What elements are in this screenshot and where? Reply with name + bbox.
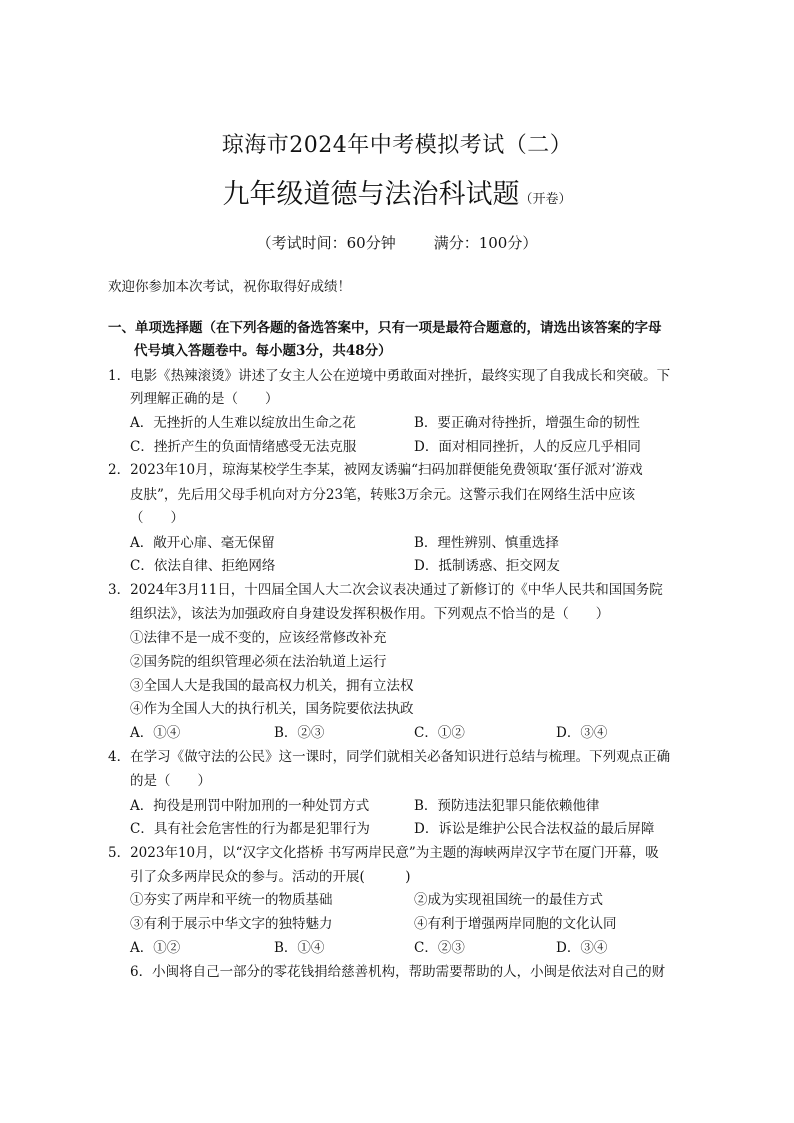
q5-stem-line1: 5．2023年10月，以“汉字文化搭桥 书写两岸民意”为主题的海峡两岸汉字节在厦门开幕，吸 <box>108 845 659 861</box>
q3-option-c: C．①② <box>414 725 465 741</box>
exam-title: 琼海市2024年中考模拟考试（二） <box>221 133 573 158</box>
q1-stem-line1: 1．电影《热辣滚烫》讲述了女主人公在逆境中勇敢面对挫折，最终实现了自我成长和突破。下 <box>108 368 671 384</box>
subtitle-note: （开卷） <box>519 192 572 207</box>
exam-subtitle <box>0 172 794 211</box>
q4-option-d: D．诉讼是维护公民合法权益的最后屏障 <box>414 821 655 837</box>
subtitle-text: 九年级道德与法治科试题 <box>222 179 520 210</box>
q6-stem-line1: 6．小闽将自己一部分的零花钱捐给慈善机构，帮助需要帮助的人，小闽是依法对自己的财 <box>130 964 666 980</box>
exam-time: （考试时间：60分钟 <box>256 234 396 252</box>
q5-stem-line2: 引了众多两岸民众的参与。活动的开展( ) <box>130 869 411 885</box>
q4-option-c: C．具有社会危害性的行为都是犯罪行为 <box>130 821 370 837</box>
section-heading-line1: 一、单项选择题（在下列各题的备选答案中，只有一项是最符合题意的，请选出该答案的字母 <box>108 320 662 336</box>
q4-stem-line2: 的是（ ） <box>130 773 211 789</box>
q4-option-a: A．拘役是刑罚中附加刑的一种处罚方式 <box>130 798 370 814</box>
q1-stem-line2: 列理解正确的是（ ） <box>130 391 279 407</box>
q5-statement-1: ①夯实了两岸和平统一的物质基础 <box>130 892 333 908</box>
q3-stem-line2: 组织法》，该法为加强政府自身建设发挥积极作用。下列观点不恰当的是（ ） <box>130 606 610 622</box>
q3-statement-4: ④作为全国人大的执行机关，国务院要依法执政 <box>130 701 414 717</box>
q3-option-b: B．②③ <box>274 725 325 741</box>
q3-statement-2: ②国务院的组织管理必须在法治轨道上运行 <box>130 654 387 670</box>
q1-option-b: B．要正确对待挫折，增强生命的韧性 <box>414 415 640 431</box>
q3-statement-3: ③全国人大是我国的最高权力机关，拥有立法权 <box>130 678 414 694</box>
q1-option-a: A．无挫折的人生难以绽放出生命之花 <box>130 415 356 431</box>
q2-stem-line2: 皮肤”，先后用父母手机向对方分23笔，转账3万余元。这警示我们在网络生活中应该 <box>130 487 636 503</box>
q3-stem-line1: 3．2024年3月11日，十四届全国人大二次会议表决通过了新修订的《中华人民共和国国务院 <box>108 582 663 598</box>
q3-statement-1: ①法律不是一成不变的，应该经常修改补充 <box>130 630 387 646</box>
q2-option-d: D．抵制诱惑、拒交网友 <box>414 558 560 574</box>
q5-option-c: C．②③ <box>414 940 465 956</box>
q2-stem-line1: 2．2023年10月，琼海某校学生李某，被网友诱骗“扫码加群便能免费领取‘蛋仔派对’游戏 <box>108 462 643 478</box>
q1-option-d: D．面对相同挫折，人的反应几乎相同 <box>414 439 641 455</box>
q1-option-c: C．挫折产生的负面情绪感受无法克服 <box>130 439 357 455</box>
q3-option-d: D．③④ <box>556 725 608 741</box>
section-heading-line2: 代号填入答题卷中。每小题3分，共48分） <box>134 343 392 359</box>
q4-option-b: B．预防违法犯罪只能依赖他律 <box>414 798 600 814</box>
q5-statement-2: ②成为实现祖国统一的最佳方式 <box>414 892 603 908</box>
q5-statement-4: ④有利于增强两岸同胞的文化认同 <box>414 916 617 932</box>
exam-meta <box>0 232 794 253</box>
q3-option-a: A．①④ <box>130 725 181 741</box>
q5-option-a: A．①② <box>130 940 181 956</box>
q5-statement-3: ③有利于展示中华文字的独特魅力 <box>130 916 333 932</box>
greeting: 欢迎你参加本次考试，祝你取得好成绩！ <box>108 279 351 295</box>
q5-option-d: D．③④ <box>556 940 608 956</box>
q2-stem-line3: （ ） <box>130 510 184 526</box>
q2-option-c: C．依法自律、拒绝网络 <box>130 558 276 574</box>
q2-option-a: A．敞开心扉、毫无保留 <box>130 535 275 551</box>
q2-option-b: B．理性辨别、慎重选择 <box>414 535 559 551</box>
q5-option-b: B．①④ <box>274 940 325 956</box>
exam-score: 满分：100分） <box>433 234 538 252</box>
q4-stem-line1: 4．在学习《做守法的公民》这一课时，同学们就相关必备知识进行总结与梳理。下列观点正确 <box>108 749 671 765</box>
